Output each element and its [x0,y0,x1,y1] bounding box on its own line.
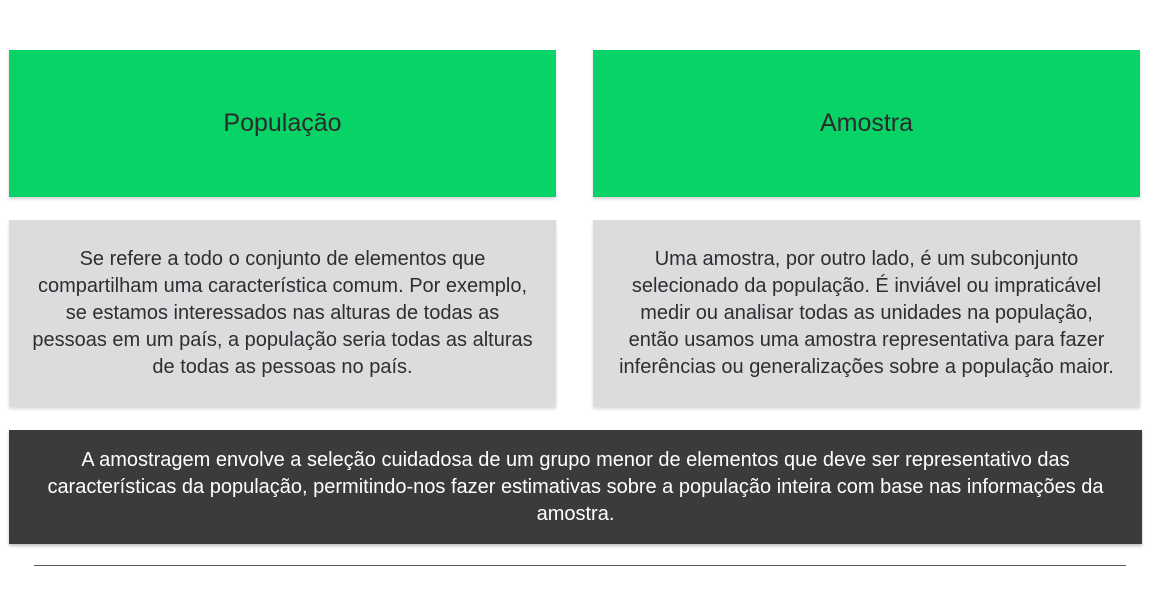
population-header [9,50,556,197]
population-description: Se refere a todo o conjunto de elementos que compartilham uma característica comum. Por exemplo, se estamos interessados nas alturas de todas as pessoas em um país, a população seria todas as alturas de todas as pessoas no país. [32,248,533,378]
summary-box [9,430,1142,544]
sample-description-box [593,220,1140,407]
summary-text: A amostragem envolve a seleção cuidadosa de um grupo menor de elementos que deve ser representativo das características da população, permitindo-nos fazer estimativas sobre a população inteira com base nas informações da amostra. [47,448,1104,525]
bottom-divider [34,565,1126,566]
sample-description: Uma amostra, por outro lado, é um subconjunto selecionado da população. É inviável ou impraticável medir ou analisar todas as unidades na população, então usamos uma amostra representativa para fazer inferências ou generalizações sobre a população maior. [619,248,1114,378]
sample-title: Amostra [819,109,914,137]
sample-header [593,50,1140,197]
population-description-box [9,220,556,407]
population-title: População [223,109,342,137]
